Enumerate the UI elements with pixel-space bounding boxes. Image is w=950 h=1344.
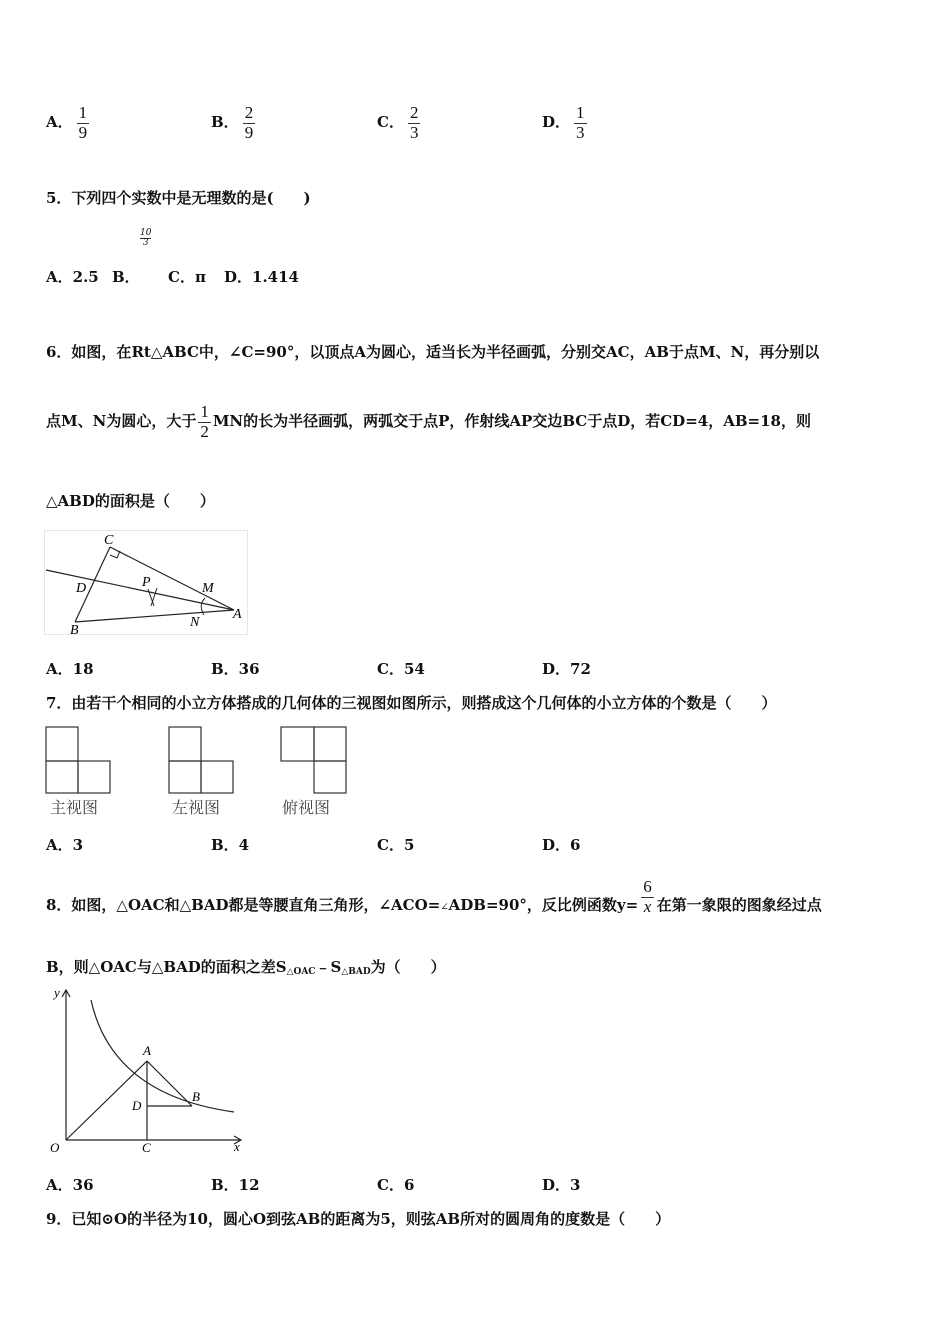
q8-coordinate-figure bbox=[44, 985, 244, 1155]
top-view-label: 俯视图 bbox=[282, 798, 331, 817]
label-d: D bbox=[132, 1098, 142, 1113]
label-x: x bbox=[234, 1139, 240, 1154]
q6-triangle-figure bbox=[44, 530, 249, 636]
arc-p1 bbox=[148, 589, 154, 606]
label-b: B bbox=[70, 623, 79, 636]
segment-ab bbox=[147, 1061, 192, 1106]
q4-option-d: D． $\frac{1}{3}$ bbox=[542, 103, 585, 142]
top-view bbox=[281, 727, 346, 817]
q5-option-b: B． bbox=[112, 268, 140, 286]
q4-option-a: A． $\frac{1}{9}$ bbox=[46, 103, 88, 142]
label-o: O bbox=[50, 1140, 60, 1155]
label-b: B bbox=[192, 1089, 200, 1104]
segment-ba bbox=[75, 610, 234, 622]
q6-line3: △ABD的面积是（ ） bbox=[46, 492, 215, 510]
left-view bbox=[169, 727, 233, 817]
q7-option-b: B．4 bbox=[211, 836, 250, 854]
left-view-label: 左视图 bbox=[172, 798, 221, 817]
label-d: D bbox=[76, 581, 87, 596]
q5-option-c: C．π bbox=[168, 268, 206, 286]
q9-stem: 9．已知⊙O的半径为10，圆心O到弦AB的距离为5，则弦AB所对的圆周角的度数是（ ） bbox=[46, 1210, 671, 1228]
q5-option-d: D．1.414 bbox=[224, 268, 299, 286]
label-c: C bbox=[104, 533, 114, 548]
q5-stem: 5．下列四个实数中是无理数的是( ) bbox=[46, 189, 311, 207]
q7-three-views bbox=[44, 725, 354, 820]
fraction-6-over-x: $\frac{6}{x}$ bbox=[643, 877, 652, 916]
q8-option-a: A．36 bbox=[46, 1176, 94, 1194]
label-p: P bbox=[142, 575, 151, 590]
label-y: y bbox=[54, 985, 60, 1000]
q7-option-a: A．3 bbox=[46, 836, 84, 854]
q8-option-b: B．12 bbox=[211, 1176, 260, 1194]
label-n: N bbox=[190, 615, 200, 630]
label-a: A bbox=[143, 1043, 151, 1058]
q6-option-b: B．36 bbox=[211, 660, 260, 678]
q8-line2: B，则△OAC与△BAD的面积之差$S_{\triangle OAC}﹣S_{\triangle BAD}$为（ ） bbox=[46, 958, 446, 977]
q6-option-a: A．18 bbox=[46, 660, 94, 678]
q8-option-d: D．3 bbox=[542, 1176, 581, 1194]
q5-option-a: A．2.5 bbox=[46, 268, 99, 286]
q5-small-fraction: 10 3 bbox=[140, 228, 152, 248]
label-m: M bbox=[202, 581, 214, 596]
arc-p2 bbox=[151, 588, 157, 606]
q4-option-c: C． $\frac{2}{3}$ bbox=[377, 103, 419, 142]
q6-option-c: C．54 bbox=[377, 660, 425, 678]
segment-ca bbox=[110, 547, 234, 610]
q7-option-d: D．6 bbox=[542, 836, 581, 854]
q4-option-b: B． $\frac{2}{9}$ bbox=[211, 103, 254, 142]
fraction: $\frac{1}{3}$ bbox=[576, 103, 585, 142]
label-a: A bbox=[233, 607, 242, 622]
q6-option-d: D．72 bbox=[542, 660, 591, 678]
q6-line1: 6．如图，在Rt△ABC中，∠C=90°，以顶点A为圆心，适当长为半径画弧，分别交AC，AB于点M、N，再分别以 bbox=[46, 343, 820, 361]
q7-option-c: C．5 bbox=[377, 836, 415, 854]
q8-option-c: C．6 bbox=[377, 1176, 415, 1194]
q7-stem: 7．由若干个相同的小立方体搭成的几何体的三视图如图所示，则搭成这个几何体的小立方体的个数是（ ） bbox=[46, 694, 777, 712]
q8-line1: 8．如图，△OAC和△BAD都是等腰直角三角形，∠ACO=∠ADB=90°，反比例函数y= $\frac{6}{x}$ 在第一象限的图象经过点 bbox=[46, 877, 822, 916]
front-view-label: 主视图 bbox=[50, 798, 99, 817]
label-c: C bbox=[142, 1140, 151, 1155]
fraction-half: $\frac{1}{2}$ bbox=[200, 402, 209, 441]
fraction: $\frac{2}{9}$ bbox=[244, 103, 254, 142]
right-angle-mark bbox=[110, 551, 120, 558]
q6-line2: 点M、N为圆心，大于 $\frac{1}{2}$ MN的长为半径画弧，两弧交于点P，作射线AP交边BC于点D，若CD=4，AB=18，则 bbox=[46, 402, 811, 441]
fraction: $\frac{1}{9}$ bbox=[78, 103, 88, 142]
fraction: $\frac{2}{3}$ bbox=[409, 103, 419, 142]
front-view bbox=[46, 727, 110, 817]
